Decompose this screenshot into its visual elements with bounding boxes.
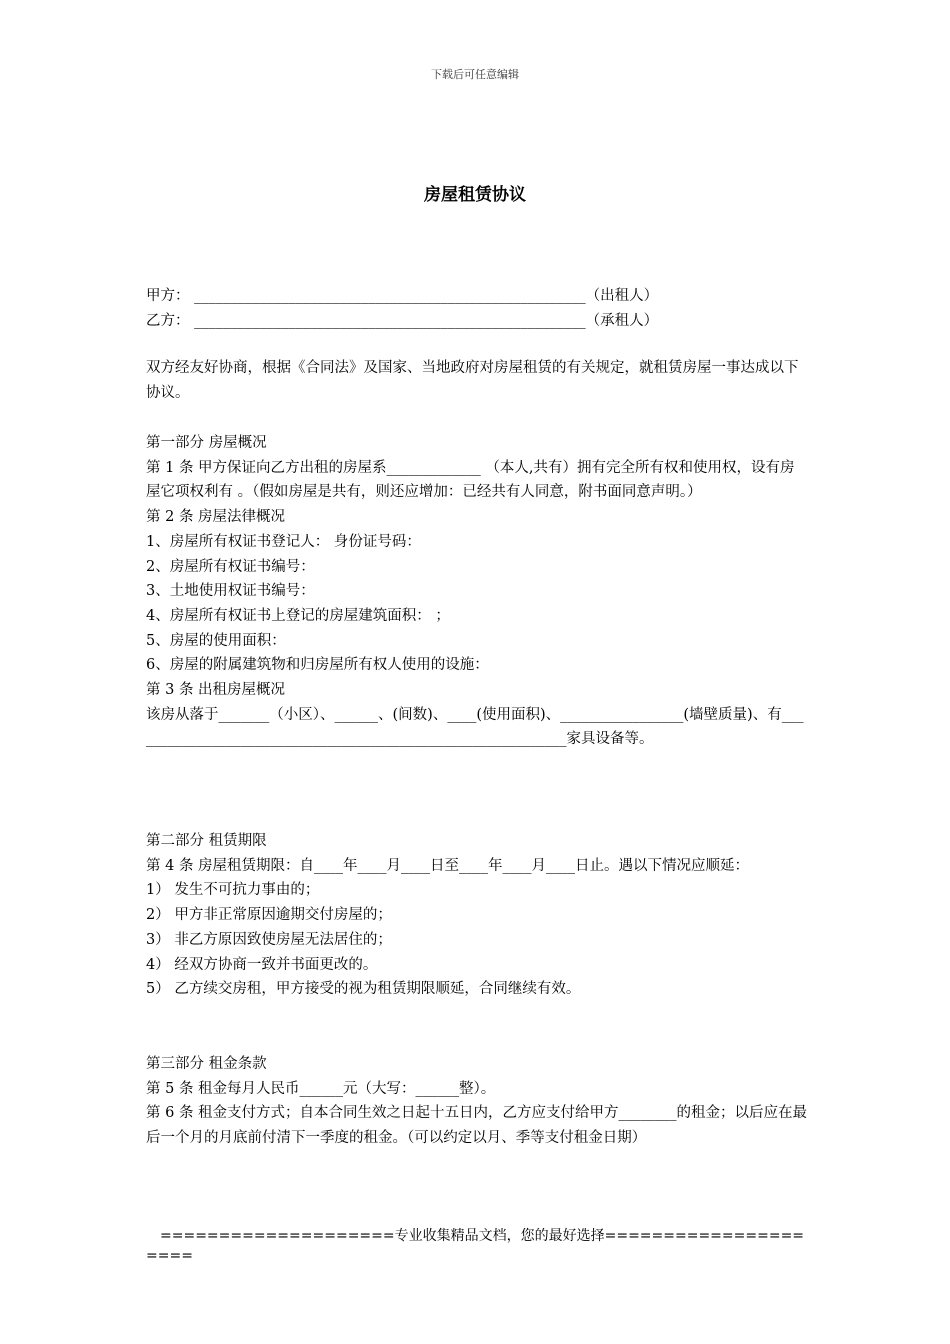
part-two-heading: 第二部分 租赁期限	[146, 833, 267, 849]
article-4-item: 3） 非乙方原因致使房屋无法居住的；	[146, 931, 392, 948]
page-header: 下载后可任意编辑	[431, 68, 519, 81]
article-4-item: 2） 甲方非正常原因逾期交付房屋的；	[146, 907, 392, 924]
article-4: 第 4 条 房屋租赁期限：自____年____月____日至____年____月____日止。遇以下情况应顺延：	[146, 857, 750, 874]
part-two-section	[146, 829, 808, 1002]
page-footer: ====================专业收集精品文档，您的最好选择=====================	[146, 1228, 805, 1264]
article-2-item: 3、土地使用权证书编号：	[146, 583, 315, 600]
article-4-item: 4） 经双方协商一致并书面更改的。	[146, 956, 378, 973]
article-2-item: 5、房屋的使用面积：	[146, 632, 286, 649]
part-three-section	[146, 1052, 808, 1151]
article-6: 第 6 条 租金支付方式；自本合同生效之日起十五日内，乙方应支付给甲方________的租金；以后应在最后一个月的月底前付清下一季度的租金。（可以约定以月、季等支付租金日期）	[146, 1105, 808, 1147]
party-b-line: 乙方： ______________________________________________________（承租人）	[146, 313, 659, 329]
article-3-heading: 第 3 条 出租房屋概况	[146, 682, 286, 699]
article-2-item: 4、房屋所有权证书上登记的房屋建筑面积： ；	[146, 607, 450, 624]
article-2-item: 6、房屋的附属建筑物和归房屋所有权人使用的设施：	[146, 657, 489, 674]
article-2-heading: 第 2 条 房屋法律概况	[146, 509, 286, 526]
party-a-line: 甲方： ______________________________________________________（出租人）	[146, 288, 659, 304]
article-4-item: 5） 乙方续交房租，甲方接受的视为租赁期限顺延，合同继续有效。	[146, 981, 581, 998]
part-one-heading: 第一部分 房屋概况	[146, 435, 267, 451]
intro-paragraph: 双方经友好协商，根据《合同法》及国家、当地政府对房屋租赁的有关规定，就租赁房屋一事达成以下协议。	[146, 360, 799, 401]
article-2-item: 1、房屋所有权证书登记人： 身份证号码：	[146, 533, 421, 550]
article-5: 第 5 条 租金每月人民币______元（大写：______整）。	[146, 1080, 496, 1097]
article-3-text: 该房从落于_______（小区）、______、(间数)、____(使用面积)、_________________(墙壁质量)、有_____________________________________________________________家具设备等。	[146, 706, 804, 748]
part-three-heading: 第三部分 租金条款	[146, 1056, 267, 1072]
article-2-item: 2、房屋所有权证书编号：	[146, 558, 315, 575]
article-4-item: 1） 发生不可抗力事由的；	[146, 882, 320, 899]
article-1: 第 1 条 甲方保证向乙方出租的房屋系_____________ （本人,共有）拥有完全所有权和使用权，设有房屋它项权利有 。（假如房屋是共有，则还应增加：已经共有人同意，附书面同意声明。）	[146, 459, 795, 501]
part-one-section	[146, 431, 808, 752]
document-title: 房屋租赁协议	[424, 185, 526, 205]
